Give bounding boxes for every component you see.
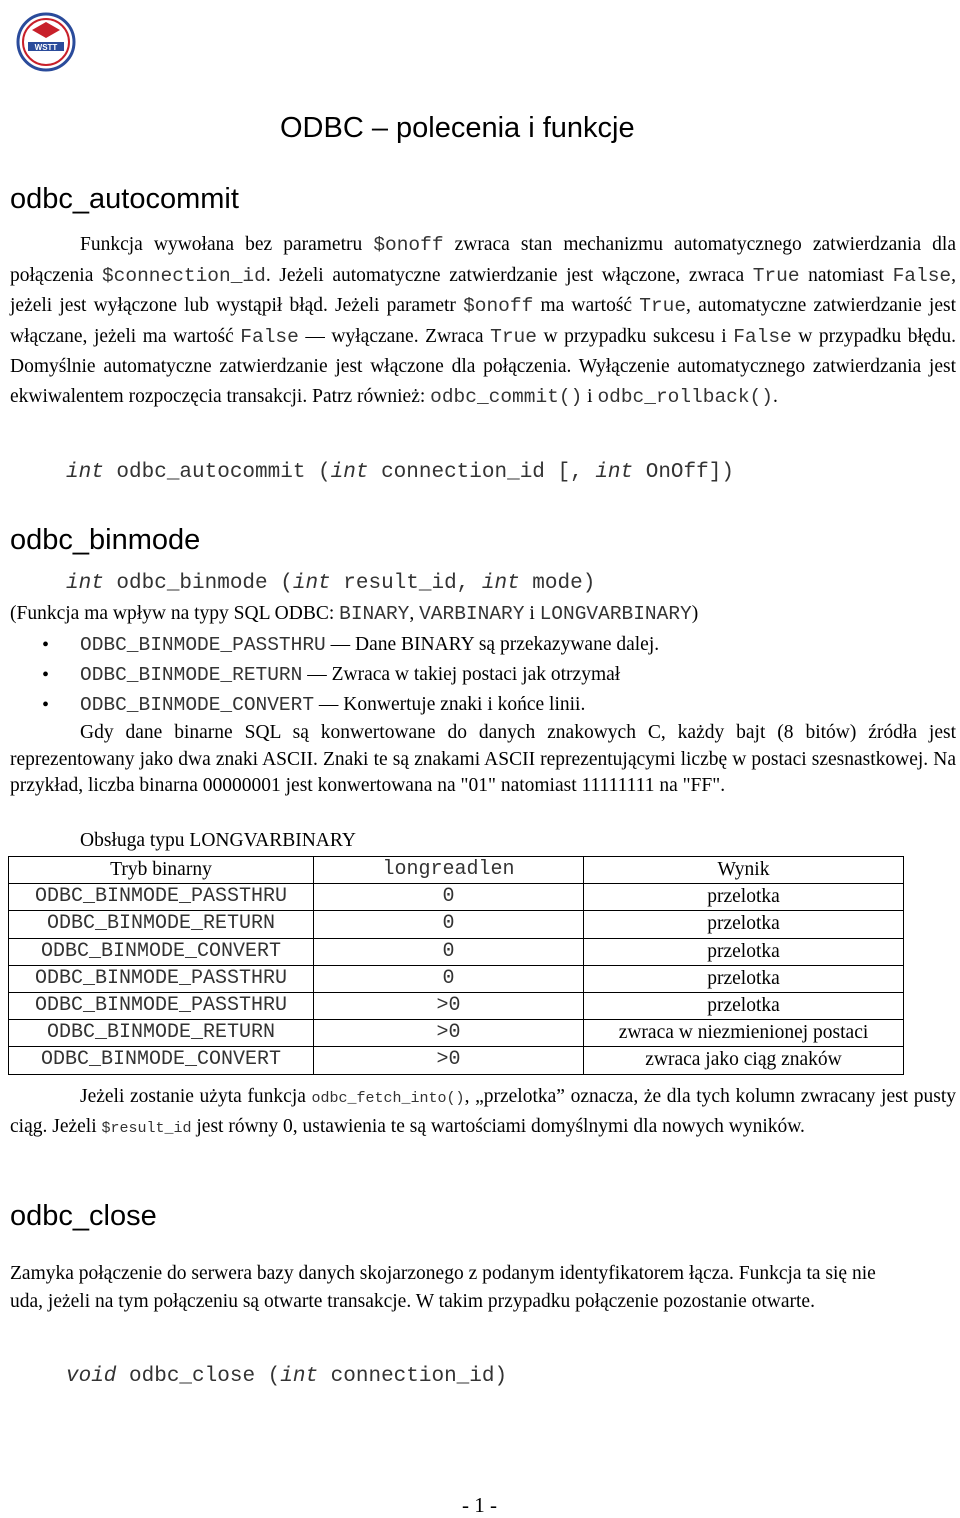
table-cell: przelotka [584, 911, 904, 938]
autocommit-signature: int odbc_autocommit (int connection_id [, int OnOff]) [66, 461, 734, 484]
text-run: , „przelotka” oznacza, że dla tych kolumn zwracany jest pusty ciąg. Jeżeli [10, 1086, 956, 1137]
table-cell: 0 [314, 938, 584, 965]
code-text: BINARY [339, 603, 410, 625]
table-header-cell: longreadlen [314, 857, 584, 884]
table-cell: >0 [314, 992, 584, 1019]
text-run: ma wartość [533, 295, 640, 316]
logo-graphic [14, 8, 78, 72]
binmode-after [10, 1083, 956, 1142]
table-header-cell: Wynik [584, 857, 904, 884]
code-text: VARBINARY [419, 603, 525, 625]
code-text: LONGVARBINARY [539, 603, 692, 625]
table-cell: ODBC_BINMODE_RETURN [9, 1020, 314, 1047]
text-run: Jeżeli zostanie użyta funkcja [80, 1086, 312, 1107]
table-cell: ODBC_BINMODE_PASSTHRU [9, 965, 314, 992]
code-text: odbc_commit() [430, 385, 583, 408]
autocommit-description [10, 230, 956, 412]
code-text: $onoff [463, 295, 534, 317]
text-run: w przypadku błędu. Domyślnie automatyczne zatwierdzanie jest włączone dla połączenia. Wyłączenie automatycznego zatwierdzania jest ekwiwalentem rozpoczęcia transakcji. Patrz również: [10, 325, 956, 407]
heading-binmode: odbc_binmode [10, 524, 201, 556]
text-run: jest równy 0, ustawienia te są wartościami domyślnymi dla nowych wyników. [191, 1115, 805, 1137]
text-run: i [524, 603, 540, 624]
code-text: False [240, 325, 299, 348]
table-row [9, 992, 904, 1019]
heading-autocommit: odbc_autocommit [10, 183, 239, 215]
table-caption: Obsługa typu LONGVARBINARY [80, 830, 356, 851]
table-cell: >0 [314, 1020, 584, 1047]
code-text: $connection_id [101, 264, 266, 287]
table-cell: przelotka [584, 938, 904, 965]
code-text: odbc_fetch_into() [311, 1090, 465, 1107]
logo [14, 8, 78, 72]
table-cell: 0 [314, 911, 584, 938]
list-item: • ODBC_BINMODE_RETURN — Zwraca w takiej postaci jak otrzymał [50, 660, 659, 690]
close-signature: void odbc_close (int connection_id) [66, 1365, 508, 1388]
table-cell: >0 [314, 1047, 584, 1074]
code-text: True [639, 295, 687, 317]
table-header-cell: Tryb binarny [9, 857, 314, 884]
close-description: Zamyka połączenie do serwera bazy danych skojarzonego z podanym identyfikatorem łącza. Funkcja ta się nie uda, jeżeli na tym połączeniu są otwarte transakcje. W takim przypadku połączenie pozostanie otwarte. [10, 1263, 876, 1312]
table-cell: przelotka [584, 884, 904, 911]
text-run: ) [691, 603, 699, 624]
code-text: False [733, 325, 792, 348]
table-cell: zwraca jako ciąg znaków [584, 1047, 904, 1074]
table-cell: ODBC_BINMODE_CONVERT [9, 1047, 314, 1074]
text-run: zwraca stan mechanizmu automatycznego zatwierdzania dla połączenia [10, 234, 956, 286]
binmode-table [8, 856, 904, 1075]
table-header-row [9, 857, 904, 884]
text-run: i [582, 385, 598, 407]
page-title: ODBC – polecenia i funkcje [280, 112, 635, 144]
text-run: , automatyczne zatwierdzanie jest włączane, jeżeli ma wartość [10, 295, 956, 347]
table-row [9, 884, 904, 911]
table-cell: ODBC_BINMODE_RETURN [9, 911, 314, 938]
binmode-list [50, 630, 659, 720]
table-row [9, 965, 904, 992]
code-text: odbc_rollback() [597, 385, 773, 408]
table-row [9, 1020, 904, 1047]
text-run: w przypadku sukcesu i [536, 325, 734, 347]
code-text: False [892, 264, 952, 287]
page-number: - 1 - [462, 1493, 497, 1517]
text-run: — wyłączane. Zwraca [298, 325, 491, 347]
table-cell: ODBC_BINMODE_CONVERT [9, 938, 314, 965]
text-run: (Funkcja ma wpływ na typy SQL ODBC: [10, 603, 340, 624]
table-cell: 0 [314, 965, 584, 992]
svg-text:WSTT: WSTT [34, 43, 58, 52]
table-row [9, 911, 904, 938]
table-cell: zwraca w niezmienionej postaci [584, 1020, 904, 1047]
table-cell: ODBC_BINMODE_PASSTHRU [9, 884, 314, 911]
code-text: $onoff [373, 234, 444, 256]
text-run: . Jeżeli automatyczne zatwierdzanie jest włączone, zwraca [265, 264, 753, 286]
text-run: , [409, 603, 420, 624]
table-cell: przelotka [584, 992, 904, 1019]
list-item: • ODBC_BINMODE_CONVERT — Konwertuje znaki i końce linii. [50, 690, 659, 720]
table-cell: 0 [314, 884, 584, 911]
binmode-intro [10, 599, 956, 630]
text-run: , jeżeli jest wyłączone lub wystąpił błąd. Jeżeli parametr [10, 264, 956, 316]
text-run: . [772, 385, 778, 407]
table-row [9, 938, 904, 965]
text-run: Funkcja wywołana bez parametru [80, 234, 374, 255]
table-row [9, 1047, 904, 1074]
code-text: True [490, 325, 537, 348]
text-run: natomiast [799, 264, 893, 286]
binmode-signature: int odbc_binmode (int result_id, int mode) [66, 572, 596, 595]
binmode-paragraph: Gdy dane binarne SQL są konwertowane do danych znakowych C, każdy bajt (8 bitów) źródła jest reprezentowany jako dwa znaki ASCII. Znaki te są znakami ASCII reprezentującymi liczbę w postaci szesnastkowej. Na przykład, liczba binarna 00000001 jest konwertowana na "01" natomiast 11111111 na "FF". [10, 722, 956, 796]
list-item: • ODBC_BINMODE_PASSTHRU — Dane BINARY są przekazywane dalej. [50, 630, 659, 660]
table-cell: ODBC_BINMODE_PASSTHRU [9, 992, 314, 1019]
table-cell: przelotka [584, 965, 904, 992]
code-text: $result_id [101, 1119, 192, 1137]
code-text: True [752, 264, 800, 287]
heading-close: odbc_close [10, 1200, 157, 1232]
